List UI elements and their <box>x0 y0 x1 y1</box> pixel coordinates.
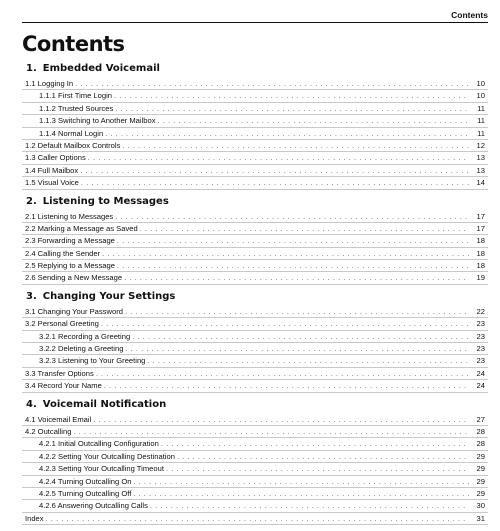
toc-entry[interactable] <box>22 331 488 343</box>
dot-leader <box>115 211 469 222</box>
toc-entry-label: 1.1.2 Trusted Sources <box>39 103 114 113</box>
toc-entry-page: 28 <box>476 426 485 436</box>
toc-entry-page: 13 <box>476 153 485 163</box>
dot-leader <box>150 500 469 511</box>
toc-entry-label: 1.5 Visual Voice <box>25 178 79 188</box>
dot-leader <box>122 140 469 151</box>
dot-leader <box>117 260 469 271</box>
toc-entry-page: 24 <box>476 368 485 378</box>
toc-entry-label: 3.2.1 Recording a Greeting <box>39 331 131 341</box>
toc-entry-page: 22 <box>476 306 485 316</box>
toc-entry-label: 3.1 Changing Your Password <box>25 306 123 316</box>
toc-entry-page: 14 <box>476 178 485 188</box>
toc-entry[interactable] <box>22 355 488 367</box>
toc-entry-label: 1.2 Default Mailbox Controls <box>25 140 121 150</box>
toc-entry-label: 3.2.3 Listening to Your Greeting <box>39 356 146 366</box>
dot-leader <box>115 103 469 114</box>
toc-entry[interactable] <box>22 476 488 488</box>
toc-entry-page: 23 <box>476 331 485 341</box>
dot-leader <box>117 235 469 246</box>
toc-entry-page: 10 <box>476 91 485 101</box>
dot-leader <box>75 78 469 89</box>
chapter-title: Listening to Messages <box>42 195 169 207</box>
toc-entry-page: 19 <box>476 273 485 283</box>
toc-entry[interactable] <box>22 103 488 115</box>
chapter-title: Embedded Voicemail <box>42 63 160 74</box>
dot-leader <box>46 513 469 524</box>
dot-leader <box>158 115 469 126</box>
toc-entry[interactable] <box>22 90 488 102</box>
toc-entry[interactable] <box>22 211 488 223</box>
dot-leader <box>105 128 469 139</box>
toc-entry-page: 18 <box>476 261 485 271</box>
toc-entry-page: 23 <box>476 356 485 366</box>
toc-entry-page: 13 <box>476 165 485 175</box>
toc-entry-label: 4.2.6 Answering Outcalling Calls <box>39 501 148 511</box>
toc-entry-label: 1.1.1 First Time Login <box>39 91 113 101</box>
toc-entry[interactable] <box>22 115 488 127</box>
dot-leader <box>93 414 469 425</box>
toc-entry[interactable] <box>22 426 488 438</box>
chapter-heading[interactable] <box>26 63 488 75</box>
toc-entry[interactable] <box>22 414 488 426</box>
chapter-section <box>22 196 488 285</box>
toc-entry[interactable] <box>22 152 488 164</box>
toc-entry-label: 2.3 Forwarding a Message <box>25 236 115 246</box>
toc-entry-label: 3.2.2 Deleting a Greeting <box>39 344 124 354</box>
toc-entry-label: 4.2.2 Setting Your Outcalling Destination <box>39 451 175 461</box>
chapter-heading[interactable] <box>26 399 488 411</box>
toc-entry-page: 18 <box>476 236 485 246</box>
toc-entry-page: 23 <box>476 344 485 354</box>
dot-leader <box>114 90 469 101</box>
document-page <box>22 10 488 531</box>
toc-entry-label: 3.4 Record Your Name <box>25 381 102 391</box>
dot-leader <box>177 451 469 462</box>
chapter-title: Changing Your Settings <box>42 290 176 302</box>
chapter-section <box>22 399 488 526</box>
chapter-section <box>22 63 488 190</box>
toc-entry-page: 12 <box>476 140 485 150</box>
dot-leader <box>102 248 469 259</box>
toc-entry-label: 1.1.4 Normal Login <box>39 128 104 138</box>
toc-entry-label: Index <box>25 513 44 523</box>
toc-entry-page: 11 <box>477 116 485 126</box>
chapter-title: Voicemail Notification <box>42 398 167 410</box>
toc-entry-label: 4.2 Outcalling <box>25 426 72 436</box>
toc-entry[interactable] <box>22 128 488 140</box>
toc-entry[interactable] <box>22 318 488 330</box>
toc-entry-label: 4.2.3 Setting Your Outcalling Timeout <box>39 464 164 474</box>
dot-leader <box>88 152 469 163</box>
toc-entry[interactable] <box>22 380 488 392</box>
toc-entry-label: 2.4 Calling the Sender <box>25 248 101 258</box>
dot-leader <box>101 318 469 329</box>
toc-entry-label: 3.2 Personal Greeting <box>25 319 99 329</box>
toc-entry[interactable] <box>22 306 488 318</box>
chapter-heading[interactable] <box>26 291 488 303</box>
toc-entry-page: 17 <box>476 211 485 221</box>
dot-leader <box>140 223 469 234</box>
toc-entry-label: 1.1 Logging In <box>25 78 74 88</box>
toc-entry-page: 17 <box>476 223 485 233</box>
toc-entry-label: 2.5 Replying to a Message <box>25 261 115 271</box>
chapter-section <box>22 291 488 393</box>
toc-entry-page: 29 <box>476 488 485 498</box>
toc-entry[interactable] <box>22 463 488 475</box>
toc-entry[interactable] <box>22 513 488 525</box>
toc-entry-page: 27 <box>476 414 485 424</box>
toc-entry[interactable] <box>22 140 488 152</box>
toc-entry[interactable] <box>22 500 488 512</box>
toc-entry[interactable] <box>22 248 488 260</box>
toc-entry[interactable] <box>22 488 488 500</box>
toc-entry[interactable] <box>22 235 488 247</box>
dot-leader <box>133 476 469 487</box>
toc-entry-page: 30 <box>476 501 485 511</box>
toc-entry[interactable] <box>22 272 488 284</box>
toc-entry[interactable] <box>22 177 488 189</box>
toc-entry-label: 1.4 Full Mailbox <box>25 165 79 175</box>
chapter-heading[interactable] <box>26 196 488 208</box>
dot-leader <box>125 343 469 354</box>
dot-leader <box>96 368 469 379</box>
toc-entry-page: 18 <box>476 248 485 258</box>
toc-entry-page: 29 <box>476 476 485 486</box>
toc-entry-page: 23 <box>476 319 485 329</box>
toc-entry-page: 24 <box>476 381 485 391</box>
toc-entry-page: 29 <box>476 464 485 474</box>
toc-entry[interactable] <box>22 260 488 272</box>
dot-leader <box>125 306 469 317</box>
toc-entry-label: 2.1 Listening to Messages <box>25 211 114 221</box>
page-title: Contents <box>22 32 125 56</box>
toc-entry-page: 11 <box>477 128 485 138</box>
toc-entry-label: 4.2.1 Initial Outcalling Configuration <box>39 439 159 449</box>
toc-entry-label: 1.1.3 Switching to Another Mailbox <box>39 116 156 126</box>
chapter-number: 3. <box>26 290 37 302</box>
chapter-number: 4. <box>26 398 37 410</box>
toc-entry[interactable] <box>22 343 488 355</box>
dot-leader <box>124 272 469 283</box>
dot-leader <box>73 426 469 437</box>
toc-entry-label: 4.1 Voicemail Email <box>25 414 92 424</box>
toc-entry[interactable] <box>22 451 488 463</box>
dot-leader <box>161 438 469 449</box>
running-header <box>22 10 488 23</box>
dot-leader <box>133 488 469 499</box>
toc-entry[interactable] <box>22 223 488 235</box>
dot-leader <box>81 177 469 188</box>
toc-entry[interactable] <box>22 368 488 380</box>
dot-leader <box>132 331 469 342</box>
chapter-number: 2. <box>26 195 37 207</box>
toc-entry[interactable] <box>22 438 488 450</box>
toc-entry-label: 4.2.5 Turning Outcalling Off <box>39 488 132 498</box>
chapter-number: 1. <box>26 63 37 74</box>
toc-entry-label: 4.2.4 Turning Outcalling On <box>39 476 132 486</box>
toc-entry-page: 29 <box>476 451 485 461</box>
dot-leader <box>104 380 469 391</box>
toc-entry[interactable] <box>22 165 488 177</box>
dot-leader <box>80 165 469 176</box>
toc-entry-label: 1.3 Caller Options <box>25 153 86 163</box>
toc-entry-label: 2.2 Marking a Message as Saved <box>25 223 138 233</box>
dot-leader <box>147 355 469 366</box>
toc-entry[interactable] <box>22 78 488 90</box>
toc-entry-label: 2.6 Sending a New Message <box>25 273 123 283</box>
toc-entry-label: 3.3 Transfer Options <box>25 368 94 378</box>
dot-leader <box>166 463 469 474</box>
running-header-title: Contents <box>451 10 488 20</box>
table-of-contents <box>22 63 488 525</box>
toc-entry-page: 28 <box>476 439 485 449</box>
toc-entry-page: 10 <box>476 78 485 88</box>
toc-entry-page: 11 <box>477 103 485 113</box>
toc-entry-page: 31 <box>476 513 485 523</box>
